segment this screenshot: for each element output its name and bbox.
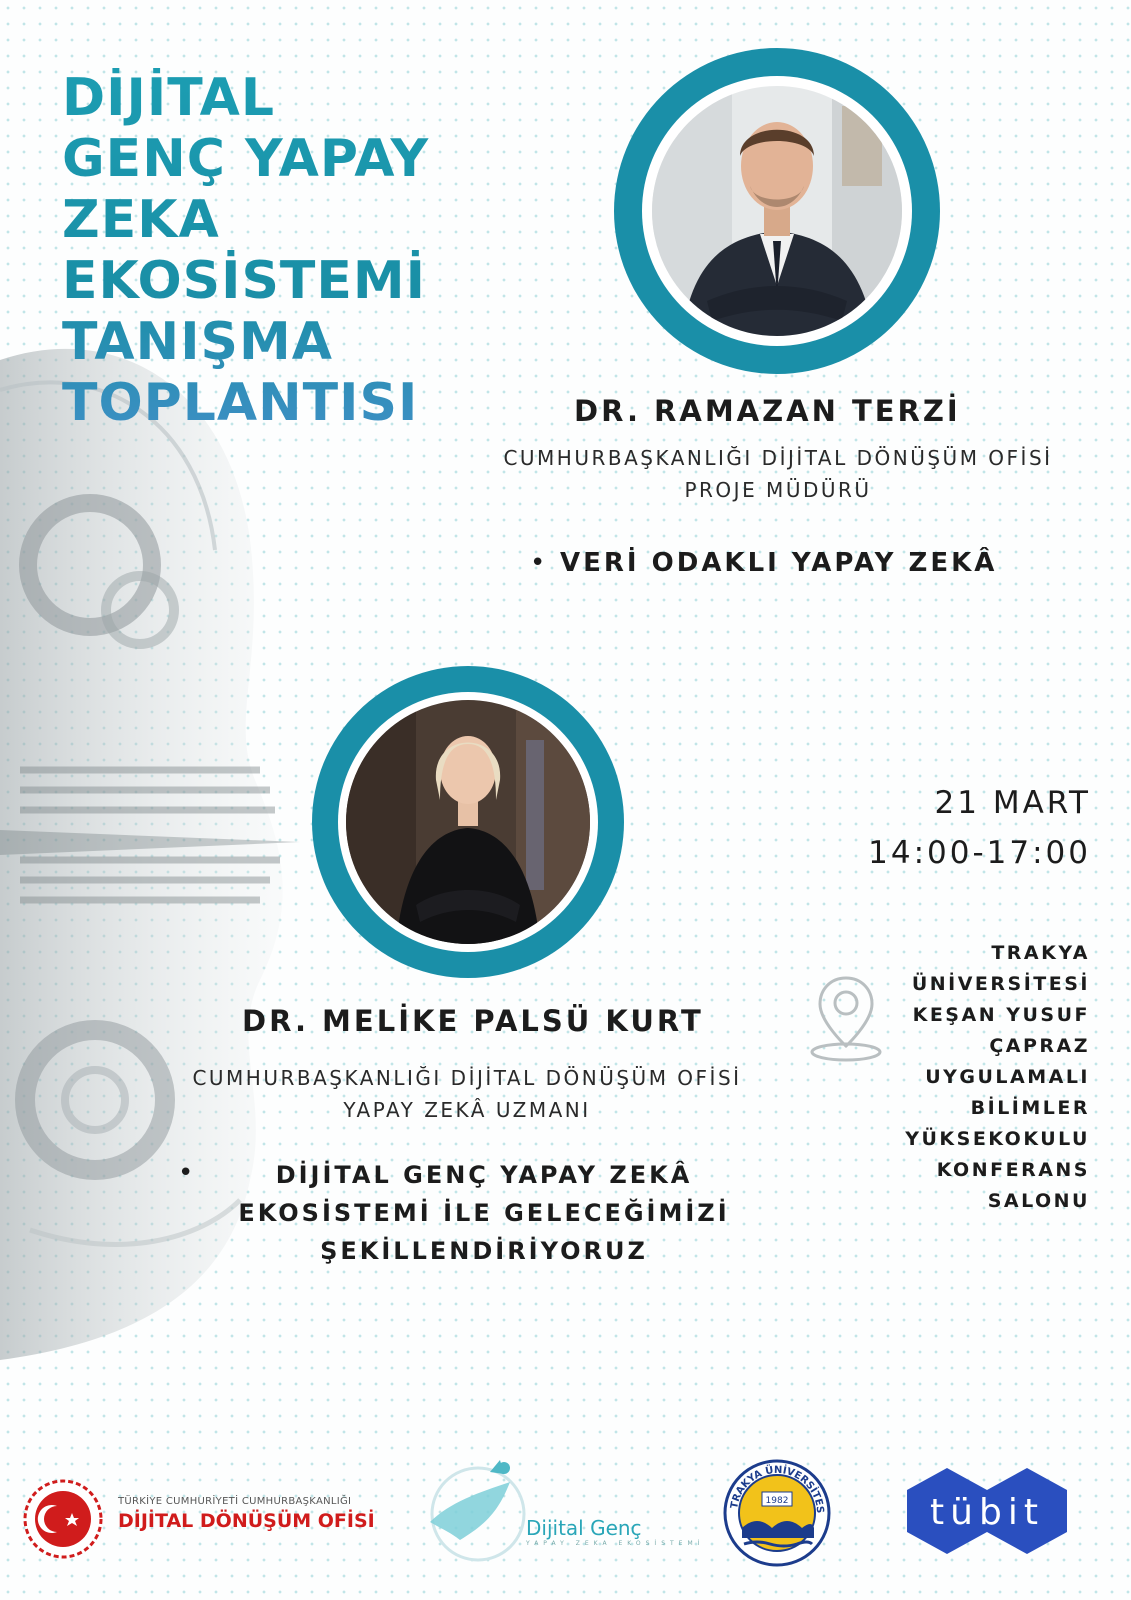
speaker1-role [460, 442, 1096, 506]
event-title [62, 68, 502, 434]
title-line: DİJİTAL [62, 68, 276, 128]
venue-line: KONFERANS [936, 1159, 1090, 1181]
tubit-logo [902, 1466, 1072, 1556]
speaker2-topic-line: EKOSİSTEMİ İLE GELECEĞİMİZİ [238, 1199, 730, 1227]
dijital-genc-subtitle: YAPAY ZEKA EKOSİSTEMİ [526, 1540, 705, 1547]
venue-line: ÜNİVERSİTESİ [911, 973, 1090, 995]
venue-line: SALONU [987, 1190, 1090, 1212]
venue-line: TRAKYA [991, 942, 1090, 964]
event-date: 21 MART [934, 785, 1091, 821]
venue-line: YÜKSEKOKULU [905, 1128, 1090, 1150]
sponsor-logos [0, 1430, 1131, 1600]
speaker1-name: DR. RAMAZAN TERZİ [574, 394, 961, 428]
trakya-university-seal [722, 1458, 832, 1568]
event-time: 14:00-17:00 [868, 835, 1091, 871]
speaker2-topic-bullet: • [178, 1158, 194, 1188]
venue-line: BİLİMLER [970, 1097, 1090, 1119]
venue-line: UYGULAMALI [925, 1066, 1090, 1088]
speaker1-role-line: CUMHURBAŞKANLIĞI DİJİTAL DÖNÜŞÜM OFİSİ [503, 446, 1053, 470]
title-line: TOPLANTISI [62, 373, 419, 433]
speaker2-role [170, 1062, 764, 1126]
title-line: EKOSİSTEMİ [62, 251, 427, 311]
speaker1-role-line: PROJE MÜDÜRÜ [684, 478, 872, 502]
trakya-arc-text: TRAKYA ÜNİVERSİTES [729, 1464, 826, 1514]
speaker2-name: DR. MELİKE PALSÜ KURT [242, 1004, 704, 1038]
speaker2-photo [346, 700, 590, 944]
speaker1-photo [652, 86, 902, 336]
tubit-wordmark: tübit [930, 1492, 1044, 1533]
speaker2-topic-line: DİJİTAL GENÇ YAPAY ZEKÂ [275, 1161, 693, 1189]
venue-line: ÇAPRAZ [989, 1035, 1090, 1057]
ddo-subtitle: TÜRKİYE CUMHURİYETİ CUMHURBAŞKANLIĞI [118, 1496, 352, 1507]
speaker2-role-line: CUMHURBAŞKANLIĞI DİJİTAL DÖNÜŞÜM OFİSİ [192, 1066, 742, 1090]
title-line: GENÇ YAPAY [62, 129, 430, 189]
dijital-genc-logo [420, 1452, 530, 1572]
location-pin-icon [808, 972, 884, 1066]
title-line: ZEKA [62, 190, 220, 250]
title-line: TANIŞMA [62, 312, 333, 372]
event-venue [880, 938, 1090, 1217]
speaker2-topic-line: ŞEKİLLENDİRİYORUZ [320, 1237, 648, 1265]
ddo-title: DİJİTAL DÖNÜŞÜM OFİSİ [118, 1510, 375, 1532]
speaker1-topic-bullet: • [530, 548, 546, 578]
trakya-year: 1982 [765, 1496, 789, 1506]
speaker2-role-line: YAPAY ZEKÂ UZMANI [343, 1098, 591, 1122]
speaker2-topic [204, 1156, 764, 1270]
speaker1-topic: VERİ ODAKLI YAPAY ZEKÂ [560, 548, 998, 578]
venue-line: KEŞAN YUSUF [912, 1004, 1090, 1026]
dijital-genc-text: Dijital Genç [526, 1516, 642, 1540]
ddo-emblem-logo [22, 1478, 104, 1560]
event-datetime [868, 778, 1091, 878]
